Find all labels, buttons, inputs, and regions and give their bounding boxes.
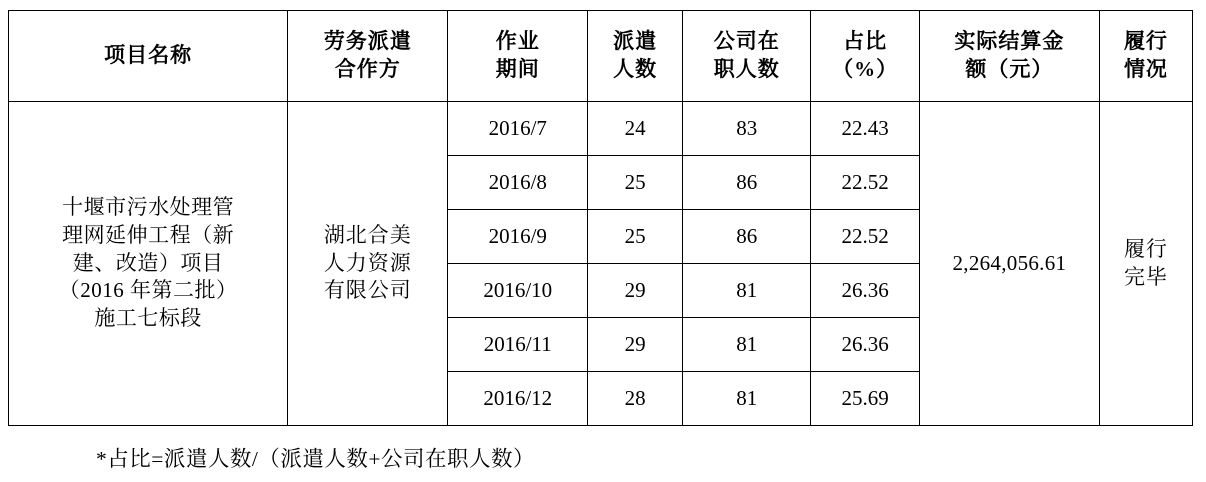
cell-employees: 81 xyxy=(683,264,811,318)
cell-period: 2016/8 xyxy=(448,156,588,210)
header-settlement-amount xyxy=(919,11,1099,102)
cell-employees: 86 xyxy=(683,210,811,264)
header-amount-line2: 额（元） xyxy=(965,57,1054,81)
project-name-line2: 理网延伸工程（新 xyxy=(62,222,235,247)
header-partner-line2: 合作方 xyxy=(334,57,401,81)
project-name-line3: 建、改造）项目 xyxy=(72,250,224,275)
project-name-line5: 施工七标段 xyxy=(94,306,202,331)
performance-line2: 完毕 xyxy=(1123,264,1168,289)
header-project-name-text: 项目名称 xyxy=(104,43,193,68)
cell-project-name xyxy=(9,102,288,426)
cell-dispatched: 25 xyxy=(588,156,683,210)
project-name-line1: 十堰市污水处理管 xyxy=(62,195,235,220)
header-amount-line1: 实际结算金 xyxy=(954,29,1065,54)
cell-employees: 81 xyxy=(683,318,811,372)
cell-ratio: 22.43 xyxy=(811,102,920,156)
header-dispatched-line2: 人数 xyxy=(613,57,658,81)
cell-ratio: 22.52 xyxy=(811,156,920,210)
header-dispatched-count xyxy=(588,11,683,102)
partner-line1: 湖北合美 xyxy=(323,222,412,247)
partner-line3: 有限公司 xyxy=(323,278,412,303)
cell-period: 2016/11 xyxy=(448,318,588,372)
cell-employees: 83 xyxy=(683,102,811,156)
cell-period: 2016/9 xyxy=(448,210,588,264)
cell-performance-status xyxy=(1099,102,1192,426)
cell-ratio: 26.36 xyxy=(811,318,920,372)
cell-period: 2016/12 xyxy=(448,372,588,426)
cell-ratio: 26.36 xyxy=(811,264,920,318)
table-header-row xyxy=(9,11,1193,102)
header-partner xyxy=(288,11,448,102)
header-project-name xyxy=(9,11,288,102)
cell-ratio: 22.52 xyxy=(811,210,920,264)
header-performance-line2: 情况 xyxy=(1123,57,1168,81)
header-employee-line2: 职人数 xyxy=(713,57,780,81)
table-footnote: *占比=派遣人数/（派遣人数+公司在职人数） xyxy=(96,447,535,471)
document-page xyxy=(0,10,1206,482)
header-period-line1: 作业 xyxy=(495,29,540,54)
header-partner-line1: 劳务派遣 xyxy=(323,29,412,54)
header-employee-count xyxy=(683,11,811,102)
header-employee-line1: 公司在 xyxy=(713,29,780,54)
header-performance xyxy=(1099,11,1192,102)
header-dispatched-line1: 派遣 xyxy=(613,29,658,54)
cell-dispatched: 29 xyxy=(588,264,683,318)
cell-settlement-amount: 2,264,056.61 xyxy=(919,102,1099,426)
cell-period: 2016/7 xyxy=(448,102,588,156)
header-performance-line1: 履行 xyxy=(1123,29,1168,54)
cell-partner xyxy=(288,102,448,426)
performance-line1: 履行 xyxy=(1123,236,1168,261)
cell-dispatched: 25 xyxy=(588,210,683,264)
cell-employees: 86 xyxy=(683,156,811,210)
header-ratio-line1: 占比 xyxy=(843,29,888,54)
cell-dispatched: 28 xyxy=(588,372,683,426)
header-period-line2: 期间 xyxy=(495,57,540,81)
partner-line2: 人力资源 xyxy=(323,250,412,275)
cell-employees: 81 xyxy=(683,372,811,426)
cell-dispatched: 29 xyxy=(588,318,683,372)
header-period xyxy=(448,11,588,102)
project-name-line4: （2016 年第二批） xyxy=(58,278,238,303)
cell-ratio: 25.69 xyxy=(811,372,920,426)
cell-dispatched: 24 xyxy=(588,102,683,156)
header-ratio-line2: （%） xyxy=(832,57,899,81)
cell-period: 2016/10 xyxy=(448,264,588,318)
labor-dispatch-table xyxy=(8,10,1193,426)
table-row xyxy=(9,102,1193,156)
header-ratio xyxy=(811,11,920,102)
